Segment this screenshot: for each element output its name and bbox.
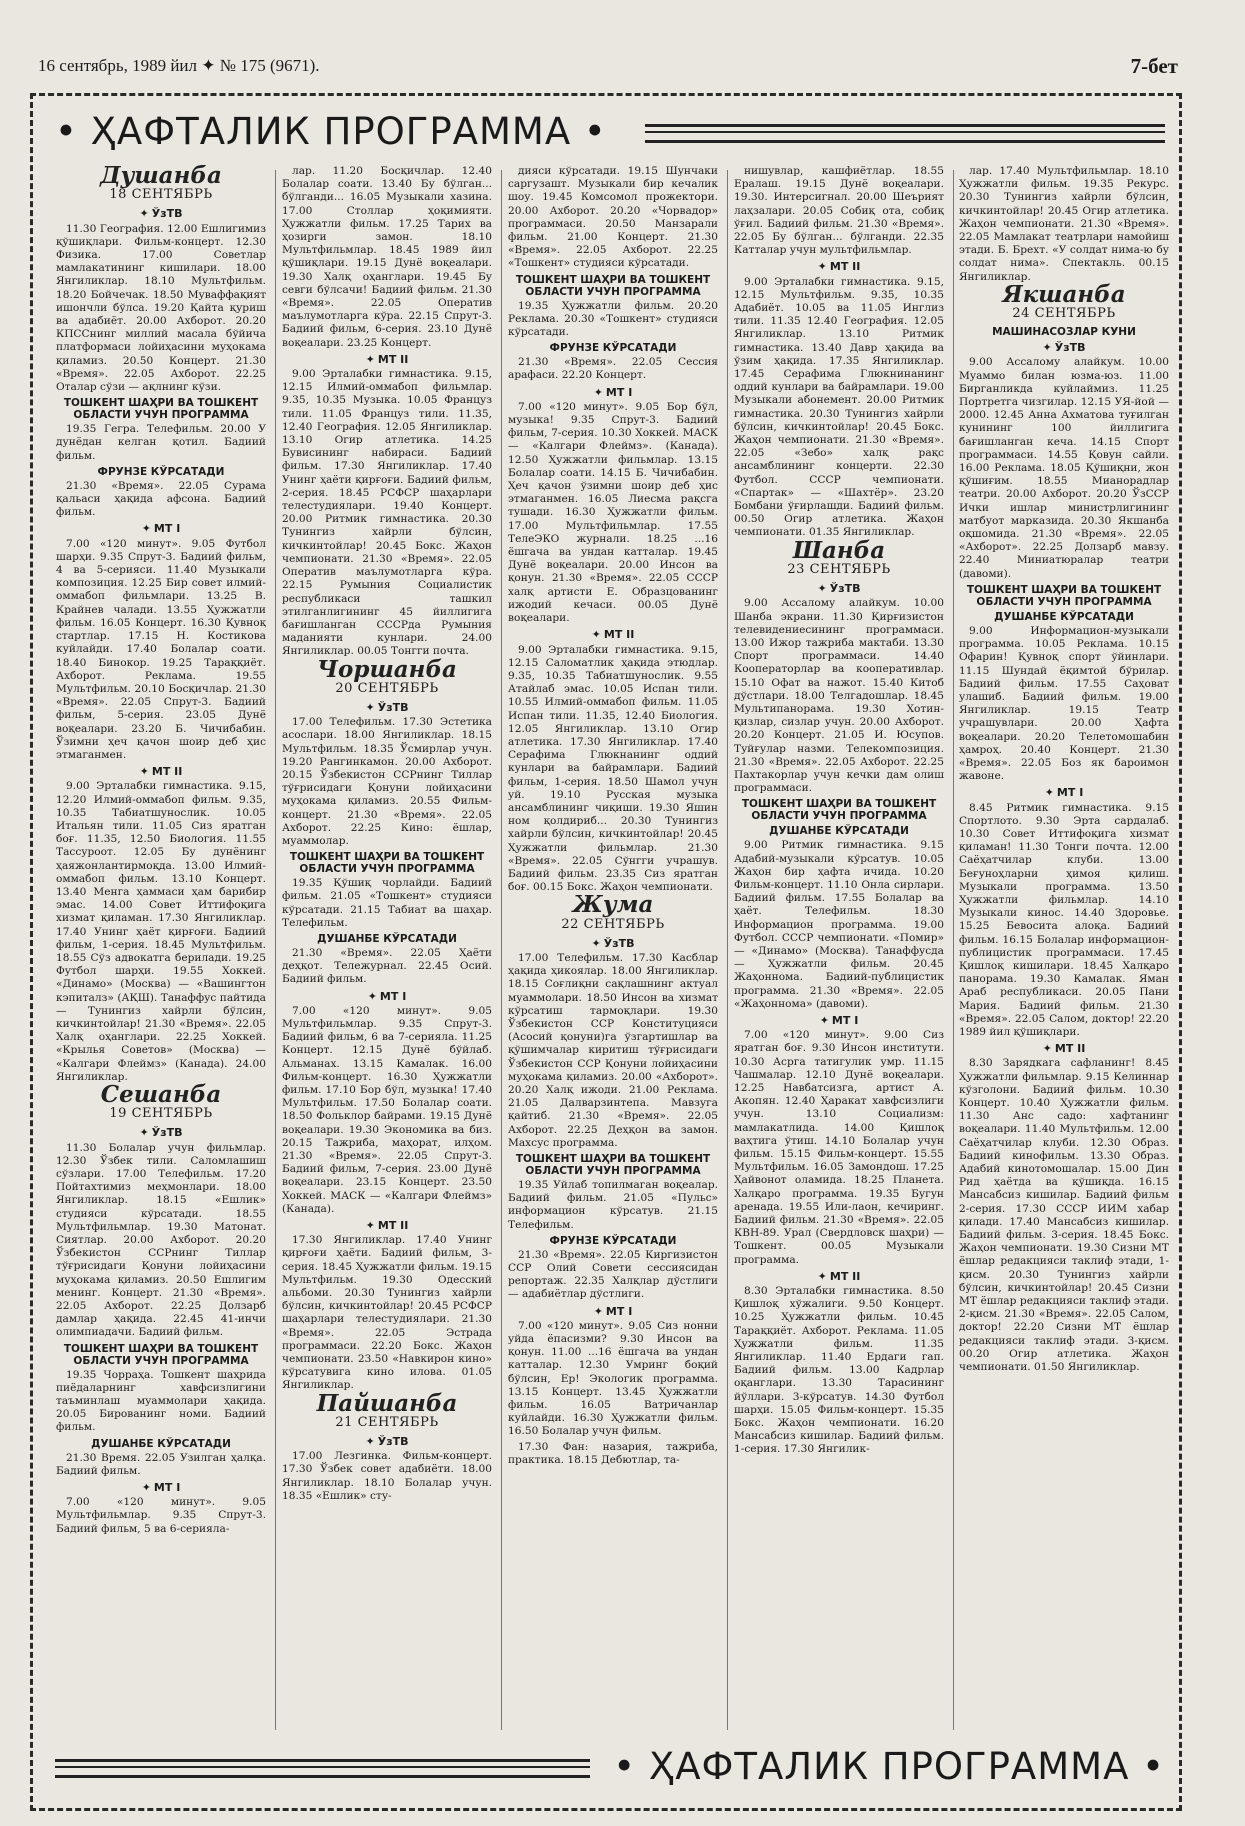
channel-label: МТ II — [377, 1219, 409, 1233]
channel-heading — [282, 1219, 492, 1232]
program-text: 19.35 Қўшиқ чорлайди. Бадиий фильм. 21.05 «Тошкент» студияси кўрсатади. 21.15 Табиат ва шаҳар. Телефильм. — [282, 877, 492, 929]
channel-label: ЎзТВ — [829, 582, 861, 596]
channel-label: МТ II — [1054, 1042, 1086, 1056]
section-heading: ТОШКЕНТ ШАҲРИ ВА ТОШКЕНТ ОБЛАСТИ УЧУН ПРОГРАММА — [515, 273, 711, 298]
star-icon: ✦ — [365, 352, 375, 366]
program-columns — [56, 165, 1168, 1735]
banner-title-top: • ҲАФТАЛИК ПРОГРАММА • — [55, 110, 607, 153]
column-divider — [953, 170, 954, 1730]
column-divider — [501, 170, 502, 1730]
program-text: дияси кўрсатади. 19.15 Шунчаки саргузашт. Музыкали бир кечалик шоу. 19.45 Комсомол прожектори. 20.00 Ахборот. 20.20 «Чорвадор» программаси. 20.50 Манзарали фильм. 21.00 Концерт. 21.30 «Время». 22.05 Ахборот. 22.25 «Тошкент» студияси кўрсатади. — [508, 165, 718, 270]
issue-date-line: 16 сентябрь, 1989 йил ✦ № 175 (9671). — [38, 56, 320, 75]
section-heading: ДУШАНБЕ КЎРСАТАДИ — [317, 932, 457, 945]
day-heading: Пайшанба — [316, 1389, 458, 1417]
column-divider — [275, 170, 276, 1730]
channel-heading — [959, 1042, 1169, 1055]
day-heading: Жума — [572, 891, 654, 919]
star-icon: ✦ — [1042, 341, 1052, 355]
star-icon: ✦ — [365, 1435, 375, 1449]
star-icon: ✦ — [365, 1219, 375, 1233]
channel-heading — [282, 353, 492, 366]
program-text: 17.00 Телефильм. 17.30 Касблар ҳақида ҳикоялар. 18.00 Янгиликлар. 18.15 Соғлиқни сақлашнинг актуал муаммолари. 18.50 Инсон ва хизмат кўрсатиш тармоқлари. 19.30 Ўзбекистон ССР Конституцияси (Асосий қонуни)га ўзгартишлар ва қўшимчалар киритиш тўғрисидаги Ўзбекистон ССР Қонуни лойиҳасини муҳокама қиламиз. 20.00 «Ахборот». 20.20 Халқ ижоди. 21.00 Реклама. 21.05 Далварзинтепа. Мавзуга қайтиб. 21.30 «Время». 22.05 Ахборот. 22.25 Деҳқон ва замон. Махсус программа. — [508, 951, 718, 1149]
channel-heading — [734, 1270, 944, 1283]
date-heading: 23 СЕНТЯБРЬ — [787, 561, 891, 577]
star-icon: ✦ — [365, 700, 375, 714]
program-text: 11.30 География. 12.00 Ешлигимиз қўшиқлари. Фильм-концерт. 12.30 Физика. 17.00 Советлар мамлакатининг кишилари. 18.00 Янгиликлар. 18.10 Мультфильм. 18.20 Бойчечак. 18.50 Муваффақият ишончли бўлса. 19.20 Қайта қуриш ва адабиёт. 20.00 Ахборот. 20.20 КПССнинг миллий масала бўйича платформаси лойиҳасини муҳокама қиламиз. 20.50 Концерт. 21.30 «Время». 22.05 Ахборот. 22.25 Оталар сўзи — ақлнинг кўзи. — [56, 222, 266, 394]
star-icon: ✦ — [139, 765, 149, 779]
star-icon: ✦ — [593, 385, 603, 399]
column-4 — [734, 165, 944, 1735]
section-heading: ДУШАНБЕ КЎРСАТАДИ — [91, 1437, 231, 1450]
program-text: 19.35 Гегра. Телефильм. 20.00 У дунёдан келган қотил. Бадиий фильм. — [56, 423, 266, 462]
date-heading: 24 СЕНТЯБРЬ — [1012, 306, 1116, 322]
program-text: 9.00 Эрталабки гимнастика. 9.15, 12.15 Мультфильм. 9.35, 10.35 Адабиёт. 10.05 ва 11.05 Инглиз тили. 11.35 12.40 География. 12.05 Янгиликлар. 13.10 Ритмик гимнастика. 13.40 Давр ҳақида ва ўзим ҳақида. 17.35 Янгиликлар. 17.45 Серафима Глюкнинанинг оддий кунлари ва байрамлари. 19.00 Музыкали абонемент. 20.00 Ритмик гимнастика. 20.30 Тунингиз хайрли бўлсин, кичкинтойлар! 20.45 Бокс. Жаҳон чемпионати. 21.30 «Время». 22.05 «Зебо» халқ рақс ансамблининг концерти. 22.30 Футбол. СССР чемпионати. «Спартак» — «Шахтёр». 23.20 Бомбани ўғирлашди. Бадиий фильм. 00.50 Огир атлетика. Жаҳон чемпионати. 01.35 Янгиликлар. — [734, 275, 944, 539]
section-heading: ТОШКЕНТ ШАҲРИ ВА ТОШКЕНТ ОБЛАСТИ УЧУН ПРОГРАММА — [63, 397, 259, 422]
channel-label: МТ I — [605, 1304, 633, 1318]
program-text: 9.00 Эрталабки гимнастика. 9.15, 12.20 Илмий-оммабоп фильм. 9.35, 10.35 Табиатшунослик. 10.05 Итальян тили. 11.05 Сиз яратган боғ. 11.35, 12.50 Биология. 11.55 Тассуроот. 12.05 Бу дунёнинг ҳаяжонлантирмоқда. 13.00 Илмий-оммабоп фильм. 13.10 Концерт. 13.40 Менга ҳаммаси ҳам барибир эмас. 14.00 Совет Иттифоқига хизмат қиламан. 17.30 Янгиликлар. 17.40 Унинг ҳаёт қирғоғи. Бадиий фильм, 1-серия. 18.45 Мультфильм. 18.55 Сўз адвокатга берилади. 19.25 Футбол шарҳи. 19.55 Хоккей. «Динамо» (Москва) — «Вашингтон кэпиталз» (АҚШ). Танаффус пайтида — Тунингиз хайрли бўлсин, кичкинтойлар! 21.30 «Время». 22.05 Халқ оҳанглари. 22.25 Хоккей. «Крылья Советов» (Москва) — «Калгари Флеймз» (Канада). 24.00 Янгиликлар. — [56, 780, 266, 1083]
channel-heading — [508, 1305, 718, 1318]
program-text: 21.30 Время. 22.05 Узилган ҳалқа. Бадиий фильм. — [56, 1451, 266, 1477]
program-text: нишувлар, кашфиётлар. 18.55 Ералаш. 19.15 Дунё воқеалари. 19.30. Интерсигнал. 20.00 Шеърият лаҳзалари. 20.05 Собиқ ота, собиқ ўғил. Бадиий фильм. 21.30 «Время». 22.05 Бу бўлган... бўлганди. 22.35 Катталар учун мультфильмлар. — [734, 165, 944, 257]
star-icon: ✦ — [141, 1481, 151, 1495]
program-text: 9.00 Ассалому алайкум. 10.00 Муаммо билан юзма-юз. 11.00 Бирганликда куйлаймиз. 11.25 Портретга чизгилар. 12.15 УЯ-йой — 2000. 12.45 Анна Ахматова туғилган кунининг 100 йиллигига бағишланган кеча. 14.15 Спорт программаси. 14.55 Қовун сайли. 16.00 Реклама. 18.05 Қўшиқни, жон қўшиғим. 18.55 Мианорадлар театри. 20.00 Ахборот. 20.20 ЎзССР Ички ишлар министрлигининг матбуот марказида. 20.30 Якшанба оқшомида. 21.30 «Время». 22.05 «Ахборот». 22.25 Долзарб мавзу. 22.40 Миниатюралар театри (давоми). — [959, 356, 1169, 580]
banner-rule-bottom — [55, 1759, 590, 1778]
program-text: 9.00 Ассалому алайкум. 10.00 Шанба экрани. 11.30 Қирғизистон телевидениесининг программаси. 13.00 Ижор тажриба мактаби. 13.30 Спорт программаси. 14.40 Кооператорлар ва кооперативлар. 15.10 Офат ва нажот. 15.40 Китоб дўстлари. 18.00 Телгадошлар. 18.45 Мультипанорама. 19.30 Хотин-қизлар, сизлар учун. 20.00 Ахборот. 20.20 Концерт. 21.05 И. Юсупов. Туйғулар назми. Телекомпозиция. 21.30 «Время». 22.05 Ахборот. 22.25 Пахтакорлар учун кечки дам олиш программаси. — [734, 597, 944, 795]
channel-label: МТ II — [151, 765, 183, 779]
program-text: 9.00 Эрталабки гимнастика. 9.15, 12.15 Илмий-оммабоп фильмлар. 9.35, 10.35 Музыка. 10.05 Француз тили. 11.05 Француз тили. 11.35, 12.40 География. 12.05 Янгиликлар. 13.10 Огир атлетика. 14.25 Бувисининг набираси. Бадиий фильм. 17.30 Янгиликлар. 17.40 Унинг ҳаёти қирғоғи. Бадиий фильм, 2-серия. 18.45 РСФСР шаҳарлари телестудиялари. 19.40 Концерт. 20.00 Ритмик гимнастика. 20.30 Тунингиз хайрли бўлсин, кичкинтойлар! 20.45 Бокс. Жаҳон чемпионати. 21.30 «Время». 22.05 Оператив маълумотларга кўра. 22.15 Румыния Социалистик республикаси ташкил этилганлигининг 45 йиллигига бағишланган СССРда Румыния маданияти кунлари. 24.00 Янгиликлар. 00.05 Тонгги почта. — [282, 368, 492, 658]
program-text: 9.00 Информацион-музыкали программа. 10.05 Реклама. 10.15 Офарин! Қувноқ спорт ўйинлари. 11.15 Шундай ёқимтой бўрилар. Бадиий фильм. 17.55 Саҳоват улашиб. Бадиий фильм. 19.00 Янгиликлар. 19.15 Театр учрашувлари. 20.00 Ҳафта воқеалари. 20.20 Телетомошабин ҳамроҳ. 20.40 Концерт. 21.30 «Время». 22.05 Боз як бароимон жавоне. — [959, 624, 1169, 783]
program-text: 9.00 Ритмик гимнастика. 9.15 Адабий-музыкали кўрсатув. 10.05 Жаҳон бир ҳафта ичида. 10.20 Фильм-концерт. 11.10 Онла сирлари. Бадиий фильм. 17.55 Болалар ва ҳаёт. Телефильм. 18.30 Информацион программа. 19.00 Футбол. СССР чемпионати. «Помир» — «Динамо» (Москва). Танаффусда — Ҳужжатли фильм. 20.45 Жаҳоннома. Бадиий-публицистик программа. 21.30 «Время». 22.05 «Жаҳоннома» (давоми). — [734, 839, 944, 1010]
channel-label: МТ II — [603, 628, 635, 642]
section-heading: ФРУНЗЕ КЎРСАТАДИ — [549, 1234, 677, 1247]
channel-heading — [959, 341, 1169, 354]
star-icon: ✦ — [817, 582, 827, 596]
channel-heading — [508, 628, 718, 641]
channel-label: МТ I — [605, 385, 633, 399]
star-icon: ✦ — [591, 628, 601, 642]
channel-heading — [734, 582, 944, 595]
section-heading: ФРУНЗЕ КЎРСАТАДИ — [97, 465, 225, 478]
program-text: 11.30 Болалар учун фильмлар. 12.30 Ўзбек тили. Саломлашиш сўзлари. 17.00 Телефильм. 17.20 Пойтахтимиз меҳмонлари. 18.00 Янгиликлар. 18.15 «Ешлик» студияси кўрсатади. 18.55 Мультфильмлар. 19.30 Матонат. Сиятлар. 20.00 Ахборот. 20.20 Ўзбекистон ССРнинг Тиллар тўғрисидаги Қонуни лойиҳасини муҳокама қиламиз. 20.50 Ешлигим менинг. Концерт. 21.30 «Время». 22.05 Ахборот. 22.25 Долзарб дамлар ҳақида. 22.45 41-инчи олимпиадачи. Бадиий фильм. — [56, 1141, 266, 1339]
day-heading: Чоршанба — [317, 655, 457, 683]
program-text: 7.00 «120 минут». 9.05 Футбол шарҳи. 9.35 Спрут-3. Бадиий фильм, 4 ва 5-серияси. 11.40 Музыкали композиция. 12.25 Бир совет илмий-оммабоп фильмлари. 13.25 В. Крайнев чалади. 13.55 Ҳужжатли фильм. 16.05 Концерт. 16.30 Қувноқ стартлар. 17.15 Н. Костикова куйлайди. 17.40 Болалар соати. 18.40 Бинокор. 19.25 Тараққиёт. Ахборот. Реклама. 19.55 Мультфильм. 20.10 Босқичлар. 21.30 «Время». 22.05 Спрут-3. Бадиий фильм, 5-серия. 23.05 Дунё воқеалари. 23.20 Б. Чичибабин. Ўзимни ҳеч қачон шоир деб ҳис этмаганмен. — [56, 537, 266, 761]
channel-heading — [959, 786, 1169, 799]
star-icon: ✦ — [817, 1269, 827, 1283]
program-text: 19.35 Чорраҳа. Тошкент шаҳрида пиёдаларнинг хавфсизлигини таъминлаш муаммолари ҳақида. 20.05 Бированинг номи. Бадиий фильм. — [56, 1368, 266, 1434]
program-text: 17.30 Янгиликлар. 17.40 Унинг қирғоғи ҳаёти. Бадиий фильм, 3-серия. 18.45 Ҳужжатли фильм. 19.15 Мультфильм. 19.30 Одесский альбоми. 20.30 Тунингиз хайрли бўлсин, кичкинтойлар! 20.45 РСФСР шаҳарлари телестудиялари. 21.30 «Время». 22.05 Эстрада программаси. 22.20 Бокс. Жаҳон чемпионати. 23.50 «Навкирон кино» кўрсатувига кино илова. 01.05 Янгиликлар. — [282, 1234, 492, 1392]
section-heading: ФРУНЗЕ КЎРСАТАДИ — [549, 342, 677, 355]
date-heading: 22 СЕНТЯБРЬ — [561, 916, 665, 932]
date-heading: 20 СЕНТЯБРЬ — [335, 680, 439, 696]
channel-heading — [508, 386, 718, 399]
program-text: 17.00 Лезгинка. Фильм-концерт. 17.30 Ўзбек совет адабиёти. 18.00 Янгиликлар. 18.10 Болалар учун. 18.35 «Ешлик» сту- — [282, 1450, 492, 1502]
program-text: 19.35 Ҳужжатли фильм. 20.20 Реклама. 20.30 «Тошкент» студияси кўрсатади. — [508, 299, 718, 339]
program-text: 8.30 Эрталабки гимнастика. 8.50 Қишлоқ хўжалиги. 9.50 Концерт. 10.25 Ҳужжатли фильм. 10.45 Тараққиёт. Ахборот. Реклама. 11.05 Ҳужжатли фильм. 11.35 Янгиликлар. 11.40 Ердаги гап. Бадиий фильм. 13.00 Кадрлар оқанглари. 13.30 Тарасининг йўллари. 3-кўрсатув. 14.30 Футбол шарҳи. 15.05 Фильм-концерт. 15.35 Бокс. Жаҳон чемпионати. 16.20 Мансабсиз кишилар. Бадиий фильм. 1-серия. 17.30 Янгилик- — [734, 1285, 944, 1456]
star-icon: ✦ — [1044, 786, 1054, 800]
day-heading: Шанба — [792, 536, 886, 564]
star-icon: ✦ — [141, 522, 151, 536]
program-text: 7.00 «120 минут». 9.05 Сиз нонни уйда ёпасизми? 9.30 Инсон ва қонун. 11.00 ...16 ёшгача ва ундан катталар. 12.30 Умринг боқий бўлсин, Ер! Экологик программа. 13.15 Концерт. 13.45 Ҳужжатли фильм. 16.05 Ватричанлар куйлайди. 16.30 Ҳужжатли фильм. 16.50 Болалар учун фильм. — [508, 1319, 718, 1438]
star-icon: ✦ — [139, 207, 149, 221]
program-text: 17.00 Телефильм. 17.30 Эстетика асослари. 18.00 Янгиликлар. 18.15 Мультфильм. 18.35 Ўсмирлар учун. 19.20 Рангинкамон. 20.00 Ахборот. 20.15 Ўзбекистон ССРнинг Тиллар тўғрисидаги Қонуни лойиҳасини муҳокама қиламиз. 20.55 Фильм-концерт. 21.30 «Время». 22.05 Ахборот. 22.25 Кино: ёшлар, муаммолар. — [282, 716, 492, 847]
program-text: 9.00 Эрталабки гимнастика. 9.15, 12.15 Саломатлик ҳақида этюдлар. 9.35, 10.35 Табиатшунослик. 9.55 Атайлаб эмас. 10.05 Испан тили. 10.55 Илмий-оммабоп фильм. 11.05 Испан тили. 11.35, 12.40 Биология. 12.05 Янгиликлар. 13.10 Огир атлетика. 17.30 Янгиликлар. 17.40 Серафима Глюкнанинг оддий кунлари ва байрамлари. Бадиий фильм, 1-серия. 18.50 Шамол учун уй. 19.10 Русская музыка ансамблининг чиқиши. 19.30 Яшин ном қолдириб... 20.30 Тунингиз хайрли бўлсин, кичкинтойлар! 20.45 Ҳужжатли фильмлар. 21.30 «Время». 22.05 Сўнгги учрашув. Бадиий фильм. 23.35 Сиз яратган боғ. 00.15 Бокс. Жаҳон чемпионати. — [508, 643, 718, 894]
channel-label: МТ I — [831, 1013, 859, 1027]
channel-heading — [282, 701, 492, 714]
star-icon: ✦ — [591, 936, 601, 950]
channel-heading — [282, 990, 492, 1003]
channel-label: ЎзТВ — [377, 1435, 409, 1449]
day-heading: Сешанба — [100, 1081, 222, 1108]
program-text: лар. 11.20 Босқичлар. 12.40 Болалар соати. 13.40 Бу бўлган... бўлганди... 16.05 Музыкали хазина. 17.00 Столлар ҳоқимияти. Ҳужжатли фильм. 17.25 Тарих ва ҳозирги замон. 18.10 Мультфильмлар. 18.45 1989 йил қўшиқлари. 19.15 Дунё воқеалари. 19.30 Халқ оҳанглари. 19.45 Бу севги бўлсачи! Бадиий фильм. 21.30 «Время». 22.05 Оператив маълумотларга кўра. 22.15 Спрут-3. Бадиий фильм, 6-серия. 23.10 Дунё воқеалари. 23.25 Концерт. — [282, 165, 492, 349]
channel-label: МТ I — [153, 1481, 181, 1495]
column-2 — [282, 165, 492, 1735]
channel-label: МТ I — [1056, 786, 1084, 800]
channel-heading — [56, 522, 266, 535]
banner-bottom — [55, 1745, 1165, 1795]
channel-label: МТ I — [153, 522, 181, 536]
channel-label: ЎзТВ — [377, 700, 409, 714]
program-text: 17.30 Фан: назария, тажриба, практика. 18.15 Дебютлар, та- — [508, 1440, 718, 1466]
channel-label: МТ II — [377, 352, 409, 366]
section-heading: ТОШКЕНТ ШАҲРИ ВА ТОШКЕНТ ОБЛАСТИ УЧУН ПРОГРАММА — [741, 798, 937, 823]
day-heading: Душанба — [100, 165, 222, 189]
section-heading: ДУШАНБЕ КЎРСАТАДИ — [769, 825, 909, 838]
program-text: 7.00 «120 минут». 9.05 Бор бўл, музыка! 9.35 Спрут-3. Бадиий фильм, 7-серия. 10.30 Хоккей. МАСК — «Калгари Флеймз». (Канада). 12.50 Ҳужжатли фильмлар. 13.15 Болалар соати. 14.15 Б. Чичибабин. Ҳеч қачон ўзимни шоир деб ҳис этмаганмен. 16.05 Лиесма рақсга тушади. 16.30 Ҳужжатли фильм. 17.00 Мультфильмлар. 17.55 ТелеЭКО журнали. 18.25 ...16 ёшгача ва ундан катталар. 19.45 Дунё воқеалари. 20.00 Инсон ва қонун. 21.30 «Время». 22.05 СССР халқ артисти Е. Образцованинг ижодий кечаси. 00.05 Дунё воқеалари. — [508, 400, 718, 625]
program-text: 21.30 «Время». 22.05 Сурама қальаси ҳақида афсона. Бадиий фильм. — [56, 479, 266, 519]
column-divider — [727, 170, 728, 1730]
date-heading: 18 СЕНТЯБРЬ — [109, 187, 213, 203]
column-1 — [56, 165, 266, 1735]
star-icon: ✦ — [367, 989, 377, 1003]
program-text: 7.00 «120 минут». 9.05 Мультфильмлар. 9.35 Спрут-3. Бадиий фильм, 6 ва 7-серияла. 11.25 Концерт. 12.15 Дунё бўйлаб. Альманах. 13.15 Камалак. 16.00 Фильм-концерт. 16.30 Ҳужжатли фильм. 17.10 Бор бўл, музыка! 17.40 Мультфильм. 17.50 Болалар соати. 18.50 Фольклор байрами. 19.15 Дунё воқеалари. 19.30 Экономика ва биз. 20.15 Тажриба, маҳорат, илҳом. 21.30 «Время». 22.05 Спрут-3. Бадиий фильм, 7-серия. 23.00 Дунё воқеалари. 23.15 Концерт. 23.50 Хоккей. МАСК — «Калгари Флеймз» (Канада). — [282, 1004, 492, 1215]
star-icon: ✦ — [819, 1013, 829, 1027]
program-text: 21.30 «Время». 22.05 Сессия арафаси. 22.20 Концерт. — [508, 356, 718, 382]
banner-rule-top — [645, 124, 1165, 143]
date-heading: 21 СЕНТЯБРЬ — [335, 1414, 439, 1430]
star-icon: ✦ — [817, 260, 827, 274]
program-text: 8.45 Ритмик гимнастика. 9.15 Спортлото. 9.30 Эрта сардалаб. 10.30 Совет Иттифоқига хизмат қиламан! 11.30 Тонги почта. 12.00 Саёҳатчилар клуби. 13.00 Беғуноҳларни ҳимоя қилиш. Музыкали программа. 13.50 Ҳужжатли фильмлар. 14.10 Музыкали кинос. 14.40 Здоровье. 15.25 Бевосита алоқа. Бадиий фильм. 16.15 Болалар информацион-публицистик программаси. 17.45 Қишлоқ кишилари. 18.45 Халқаро панорама. 19.30 Камалак. Яман Араб республикаси. 20.05 Пани Мария. Бадиий фильм. 21.30 «Время». 22.05 Салом, доктор! 22.20 1989 йил қўшиқлари. — [959, 801, 1169, 1038]
channel-label: ЎзТВ — [151, 207, 183, 221]
column-3 — [508, 165, 718, 1735]
program-text: 8.30 Зарядкага сафланинг! 8.45 Ҳужжатли фильмлар. 9.15 Келиннар кўзголони. Бадиий фильм. 10.30 Концерт. 10.40 Ҳужжатли фильм. 11.30 Анс садо: хафтанинг воқеалари. 11.40 Мультфильм. 12.00 Саёҳатчилар клуби. 12.30 Образ. Бадиий кинофильм. 13.30 Образ. Адабий кинотомошалар. 15.00 Дин Рид ҳаётда ва қўшиқда. 16.15 Мансабсиз кишилар. Бадиий фильм 2-серия. 17.30 СССР ИИМ хабар қилади. 17.40 Мансабсиз кишилар. Бадиий фильм. 3-серия. 18.45 Бокс. Жаҳон чемпионати. 19.30 Сизни МТ ёшлар редакцияси таклиф этади, 1-қисм. 20.30 Тунингиз хайрли бўлсин, кичкинтойлар! 20.45 Сизни МТ ёшлар редакцияси таклиф этади. 2-қисм. 21.30 «Время». 22.05 Салом, доктор! 22.20 Сизни МТ ёшлар редакцияси таклиф этади. 3-қисм. 00.20 Огир атлетика. Жаҳон чемпионати. 01.50 Янгиликлар. — [959, 1057, 1169, 1374]
star-icon: ✦ — [1042, 1042, 1052, 1056]
channel-heading — [508, 937, 718, 950]
channel-heading — [56, 1126, 266, 1139]
section-heading: ТОШКЕНТ ШАҲРИ ВА ТОШКЕНТ ОБЛАСТИ УЧУН ПРОГРАММА — [289, 851, 485, 876]
program-text: 21.30 «Время». 22.05 Ҳаёти деҳқот. Тележурнал. 22.45 Осий. Бадиий фильм. — [282, 946, 492, 986]
channel-heading — [56, 207, 266, 220]
program-text: 19.35 Уйлаб топилмаган воқеалар. Бадиий фильм. 21.05 «Пульс» информацион кўрсатув. 21.15 Телефильм. — [508, 1179, 718, 1231]
section-heading: ТОШКЕНТ ШАҲРИ ВА ТОШКЕНТ ОБЛАСТИ УЧУН ПРОГРАММА — [966, 583, 1162, 608]
channel-label: МТ II — [829, 1269, 861, 1283]
page-number: 7-бет — [1130, 54, 1178, 78]
section-heading: ДУШАНБЕ КЎРСАТАДИ — [994, 610, 1134, 623]
program-text: лар. 17.40 Мультфильмлар. 18.10 Ҳужжатли фильм. 19.35 Рекурс. 20.30 Тунингиз хайрли бўлсин, кичкинтойлар! 20.45 Огир атлетика. Жаҳон чемпионати. 21.30 «Время». 22.05 Мамлакат театрлари намойиш этади. Б. Брехт. «У солдат нима-ю бу солдат нима». Спектакль. 00.15 Янгиликлар. — [959, 165, 1169, 283]
column-5 — [959, 165, 1169, 1735]
date-heading: 19 СЕНТЯБРЬ — [109, 1106, 213, 1122]
channel-label: ЎзТВ — [151, 1126, 183, 1140]
section-heading: ТОШКЕНТ ШАҲРИ ВА ТОШКЕНТ ОБЛАСТИ УЧУН ПРОГРАММА — [63, 1342, 259, 1367]
program-text: 7.00 «120 минут». 9.05 Мультфильмлар. 9.35 Спрут-3. Бадиий фильм, 5 ва 6-серияла- — [56, 1496, 266, 1535]
star-icon: ✦ — [593, 1304, 603, 1318]
banner-top — [55, 110, 1165, 160]
channel-heading — [734, 260, 944, 273]
channel-heading — [56, 1481, 266, 1494]
channel-label: ЎзТВ — [1054, 341, 1086, 355]
program-text: 21.30 «Время». 22.05 Киргизистон ССР Олий Совети сессиясидан репортаж. 22.35 Халқлар дўстлиги — адабиётлар дўстлиги. — [508, 1248, 718, 1301]
banner-title-bottom: • ҲАФТАЛИК ПРОГРАММА • — [613, 1745, 1165, 1788]
channel-heading — [56, 765, 266, 778]
channel-label: ЎзТВ — [603, 936, 635, 950]
channel-label: МТ II — [829, 260, 861, 274]
star-icon: ✦ — [139, 1126, 149, 1140]
channel-label: МТ I — [379, 989, 407, 1003]
page-header — [38, 52, 1178, 82]
program-text: 7.00 «120 минут». 9.00 Сиз яратган боғ. 9.30 Инсон институти. 10.30 Асрга татигулик умр. 11.15 Чашмалар. 12.10 Дунё воқеалари. 12.25 Навбатсизга, артист А. Акопян. 12.40 Ҳаракат хавфсизлиги учун. 13.10 Социализм: мамлакатлида. 14.00 Қишлоқ ваҳтига ўтиш. 14.10 Болалар учун фильм. 15.15 Фильм-концерт. 15.55 Мультфильм. 16.05 Замондош. 17.25 Ҳайвонот оламида. 18.25 Планета. Халқаро программа. 19.35 Бугун аренада. 19.55 Или-лаон, кечиринг. Бадиий фильм. 21.30 «Время». 22.05 КВН-89. Урал (Свердловск шаҳри) — Тошкент. 00.05 Музыкали программа. — [734, 1029, 944, 1266]
section-heading: МАШИНАСОЗЛАР КУНИ — [992, 326, 1136, 339]
day-heading: Якшанба — [1002, 280, 1126, 308]
channel-heading — [282, 1435, 492, 1448]
channel-heading — [734, 1014, 944, 1027]
section-heading: ТОШКЕНТ ШАҲРИ ВА ТОШКЕНТ ОБЛАСТИ УЧУН ПРОГРАММА — [515, 1153, 711, 1178]
